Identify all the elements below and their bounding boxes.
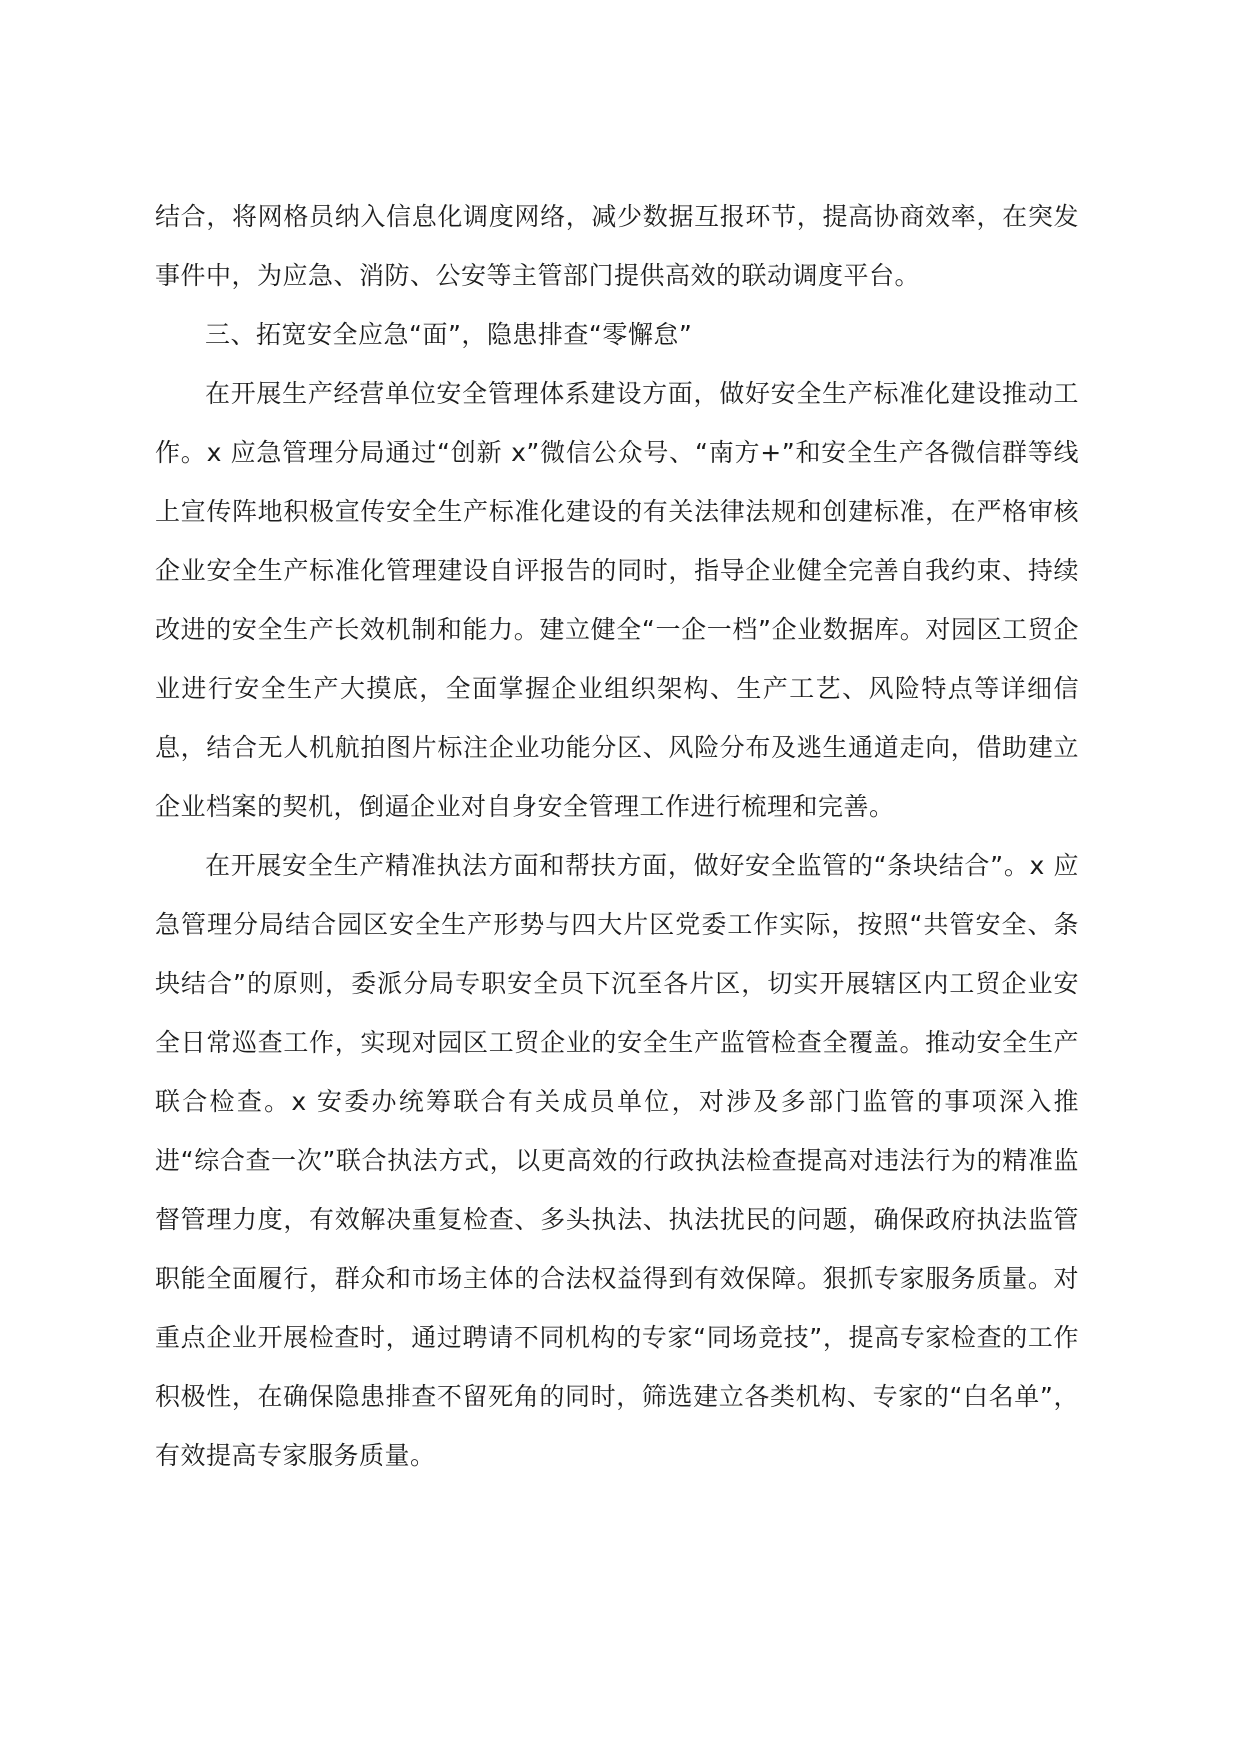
paragraph-intro-continuation: 结合，将网格员纳入信息化调度网络，减少数据互报环节，提高协商效率，在突发事件中，为应急、消防、公安等主管部门提供高效的联动调度平台。 xyxy=(155,202,1079,290)
paragraph-standardization: 在开展生产经营单位安全管理体系建设方面，做好安全生产标准化建设推动工作。x 应急管理分局通过“创新 x”微信公众号、“南方+”和安全生产各微信群等线上宣传阵地积极宣传安全生产标准化建设的有关法律法规和创建标准，在严格审核企业安全生产标准化管理建设自评报告的同时，指导企业健全完善自我约束、持续改进的安全生产长效机制和能力。建立健全“一企一档”企业数据库。对园区工贸企业进行安全生产大摸底，全面掌握企业组织架构、生产工艺、风险特点等详细信息，结合无人机航拍图片标注企业功能分区、风险分布及逃生通道走向，借助建立企业档案的契机，倒逼企业对自身安全管理工作进行梳理和完善。 xyxy=(155,379,1079,821)
section-heading: 三、拓宽安全应急“面”，隐患排查“零懈怠” xyxy=(205,320,693,349)
paragraph-enforcement: 在开展安全生产精准执法方面和帮扶方面，做好安全监管的“条块结合”。x 应急管理分局结合园区安全生产形势与四大片区党委工作实际，按照“共管安全、条块结合”的原则，委派分局专职安全员下沉至各片区，切实开展辖区内工贸企业安全日常巡查工作，实现对园区工贸企业的安全生产监管检查全覆盖。推动安全生产联合检查。x 安委办统筹联合有关成员单位，对涉及多部门监管的事项深入推进“综合查一次”联合执法方式，以更高效的行政执法检查提高对违法行为的精准监督管理力度，有效解决重复检查、多头执法、执法扰民的问题，确保政府执法监管职能全面履行，群众和市场主体的合法权益得到有效保障。狠抓专家服务质量。对重点企业开展检查时，通过聘请不同机构的专家“同场竞技”，提高专家检查的工作积极性，在确保隐患排查不留死角的同时，筛选建立各类机构、专家的“白名单”，有效提高专家服务质量。 xyxy=(155,851,1079,1470)
document-body xyxy=(155,187,1079,1485)
